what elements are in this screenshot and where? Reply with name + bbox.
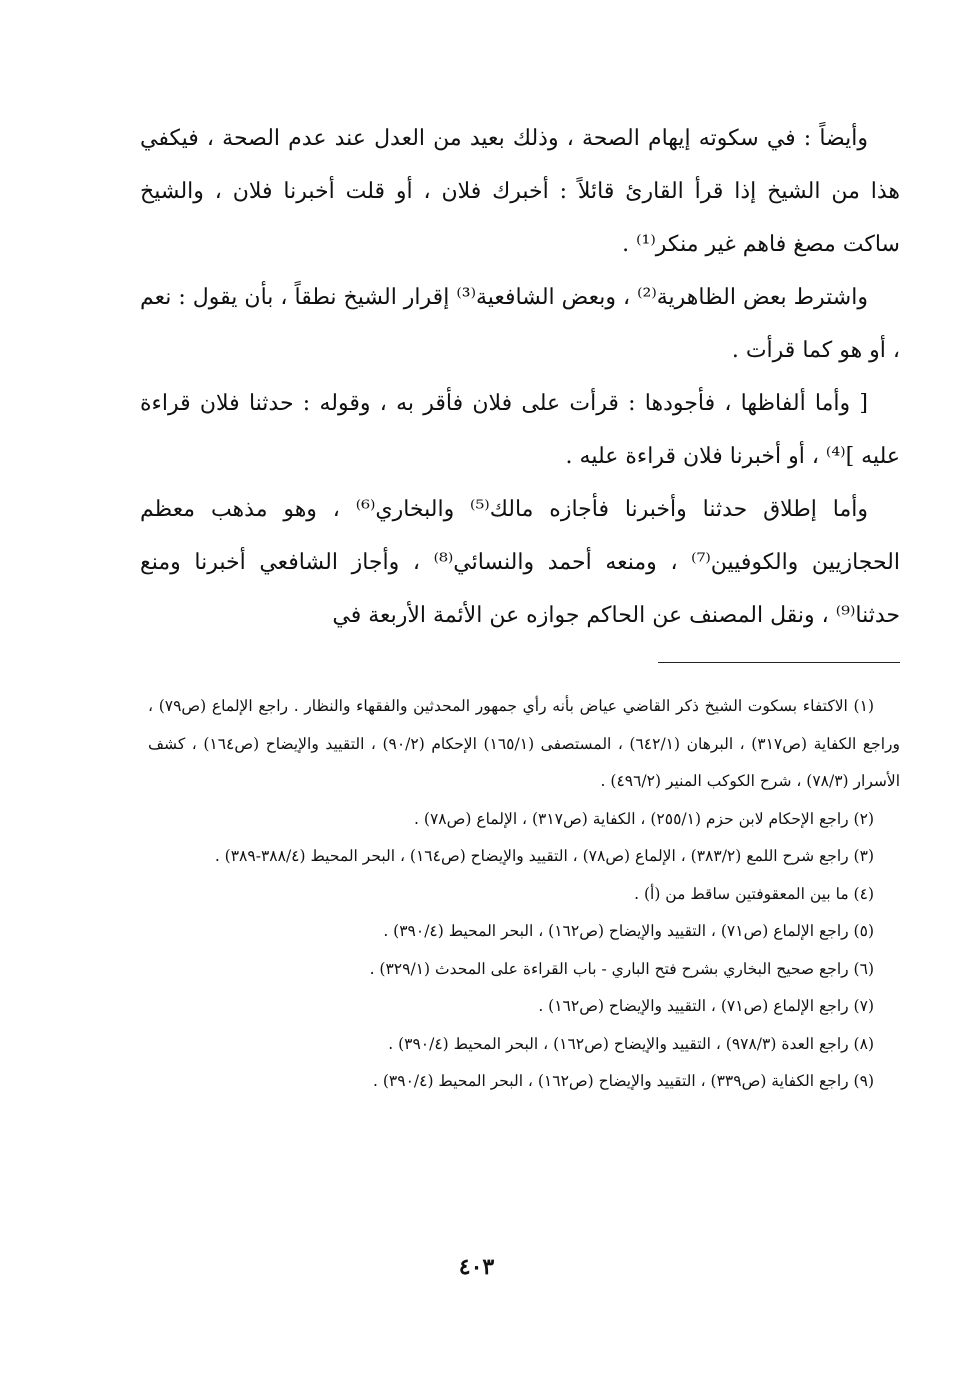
main-paragraph: واشترط بعض الظاهرية⁽²⁾ ، وبعض الشافعية⁽³⁾ إقرار الشيخ نطقاً ، بأن يقول : نعم ، أو هو كما قرأت . xyxy=(140,285,900,363)
footnote-5: (٥) راجع الإلماع (ص٧١) ، التقييد والإيضاح (ص١٦٢) ، البحر المحيط (٣٩٠/٤) . xyxy=(383,922,874,940)
footnotes-section xyxy=(148,688,900,1101)
footnote-6: (٦) راجع صحيح البخاري بشرح فتح الباري - باب القراءة على المحدث (٣٢٩/١) . xyxy=(369,959,874,978)
main-paragraph: وأما إطلاق حدثنا وأخبرنا فأجازه مالك⁽⁵⁾ والبخاري⁽⁶⁾ ، وهو مذهب معظم الحجازيين والكوفيين⁽⁷⁾ ، ومنعه أحمد والنسائي⁽⁸⁾ ، وأجاز الشافعي أخبرنا ومنع حدثنا⁽⁹⁾ ، ونقل المصنف عن الحاكم جوازه عن الأئمة الأربعة في xyxy=(140,497,900,628)
main-paragraph: وأيضاً : في سكوته إيهام الصحة ، وذلك بعيد من العدل عند عدم الصحة ، فيكفي هذا من الشيخ إذا قرأ القارئ قائلاً : أخبرك فلان ، أو قلت أخبرنا فلان ، والشيخ ساكت مصغ فاهم غير منكر⁽¹⁾ . xyxy=(140,126,900,257)
footnote-1: (١) الاكتفاء بسكوت الشيخ ذكر القاضي عياض بأنه رأي جمهور المحدثين والفقهاء والنظار . راجع الإلماع (ص٧٩) ، وراجع الكفاية (ص٣١٧) ، البرهان (٦٤٢/١) ، المستصفى (١٦٥/١) الإحكام (٩٠/٢) ، التقييد والإيضاح (ص١٦٤) ، كشف الأسرار (٧٨/٣) ، شرح الكوكب المنير (٤٩٦/٢) . xyxy=(148,697,901,790)
footnote-7: (٧) راجع الإلماع (ص٧١) ، التقييد والإيضاح (ص١٦٢) . xyxy=(538,997,874,1015)
main-text-body xyxy=(140,112,900,642)
footnote-9: (٩) راجع الكفاية (ص٣٣٩) ، التقييد والإيضاح (ص١٦٢) ، البحر المحيط (٣٩٠/٤) . xyxy=(373,1072,874,1090)
footnote-4: (٤) ما بين المعقوفتين ساقط من (أ) . xyxy=(634,884,874,903)
footnote-separator xyxy=(658,662,900,663)
main-paragraph: [ وأما ألفاظها ، فأجودها : قرأت على فلان فأقر به ، وقوله : حدثنا فلان قراءة عليه ]⁽⁴⁾ ، أو أخبرنا فلان قراءة عليه . xyxy=(140,391,900,469)
page-number: ٤٠٣ xyxy=(458,1254,495,1280)
footnote-3: (٣) راجع شرح اللمع (٣٨٣/٢) ، الإلماع (ص٧٨) ، التقييد والإيضاح (ص١٦٤) ، البحر المحيط (٣٨٨/٤-٣٨٩) . xyxy=(214,847,874,865)
footnote-2: (٢) راجع الإحكام لابن حزم (٢٥٥/١) ، الكفاية (ص٣١٧) ، الإلماع (ص٧٨) . xyxy=(414,809,874,828)
footnote-8: (٨) راجع العدة (٩٧٨/٣) ، التقييد والإيضاح (ص١٦٢) ، البحر المحيط (٣٩٠/٤) . xyxy=(388,1034,874,1053)
